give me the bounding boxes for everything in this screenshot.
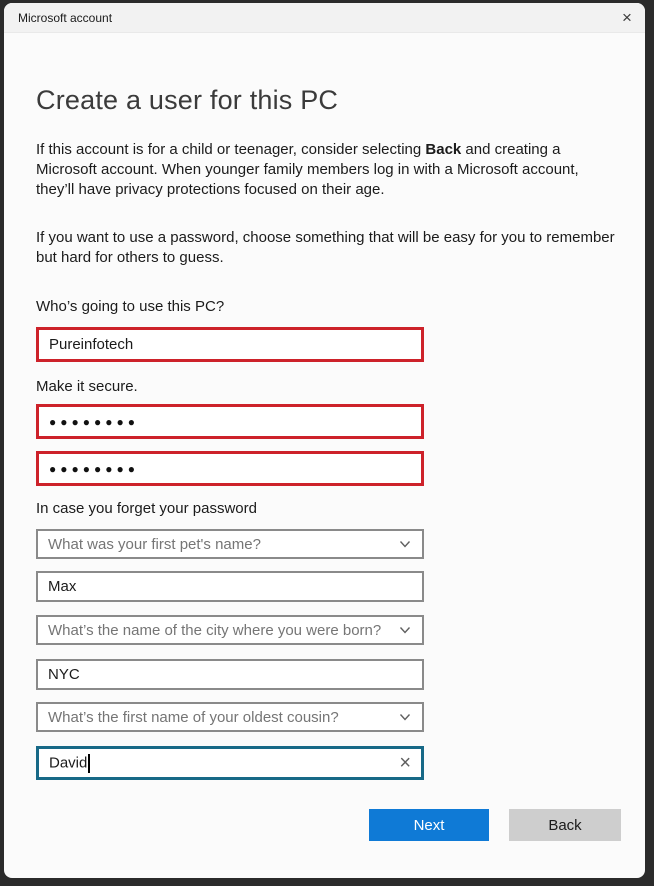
security-answer-3-wrapper[interactable] xyxy=(36,746,424,780)
username-input[interactable] xyxy=(39,330,421,359)
security-question-2-dropdown[interactable] xyxy=(36,615,424,645)
security-answer-1-wrapper xyxy=(36,571,424,602)
security-question-2-text: What’s the name of the city where you were born? xyxy=(48,621,382,639)
window-title: Microsoft account xyxy=(18,10,113,25)
security-answer-2-input[interactable] xyxy=(38,661,422,688)
text-caret xyxy=(88,754,90,773)
intro-text-before: If this account is for a child or teenager, consider selecting xyxy=(36,141,426,158)
username-field-wrapper xyxy=(36,327,424,362)
chevron-down-icon xyxy=(398,624,412,636)
close-icon[interactable]: × xyxy=(622,7,632,27)
clear-text-icon[interactable]: × xyxy=(399,752,411,774)
confirm-password-input[interactable] xyxy=(39,454,421,483)
security-question-1-dropdown[interactable] xyxy=(36,529,424,559)
password-field-wrapper xyxy=(36,404,424,439)
recovery-label: In case you forget your password xyxy=(36,500,257,517)
confirm-password-field-wrapper xyxy=(36,451,424,486)
security-question-1-text: What was your first pet's name? xyxy=(48,535,261,553)
next-button[interactable]: Next xyxy=(369,809,489,841)
security-question-3-text: What’s the first name of your oldest cousin? xyxy=(48,708,339,726)
make-it-secure-label: Make it secure. xyxy=(36,378,138,395)
microsoft-account-dialog xyxy=(4,3,645,878)
password-hint-paragraph: If you want to use a password, choose something that will be easy for you to remember but hard for others to guess. xyxy=(36,229,615,266)
security-answer-3-value xyxy=(49,754,90,773)
username-label: Who’s going to use this PC? xyxy=(36,298,225,315)
security-answer-1-input[interactable] xyxy=(38,573,422,600)
security-answer-2-wrapper xyxy=(36,659,424,690)
password-input[interactable] xyxy=(39,407,421,436)
chevron-down-icon xyxy=(398,711,412,723)
security-question-3-dropdown[interactable] xyxy=(36,702,424,732)
intro-text-after: and creating a Microsoft account. When younger family members log in with a Microsoft account, they’ll have privacy protections focused on their age. xyxy=(36,141,579,198)
back-button[interactable]: Back xyxy=(509,809,621,841)
security-answer-3-text: David xyxy=(49,753,88,771)
intro-bold-back: Back xyxy=(425,141,462,158)
chevron-down-icon xyxy=(398,538,412,550)
intro-paragraph xyxy=(36,140,615,200)
dialog-buttons xyxy=(36,809,621,841)
titlebar xyxy=(4,3,645,33)
page-title: Create a user for this PC xyxy=(36,85,339,115)
dialog-content xyxy=(4,33,645,878)
